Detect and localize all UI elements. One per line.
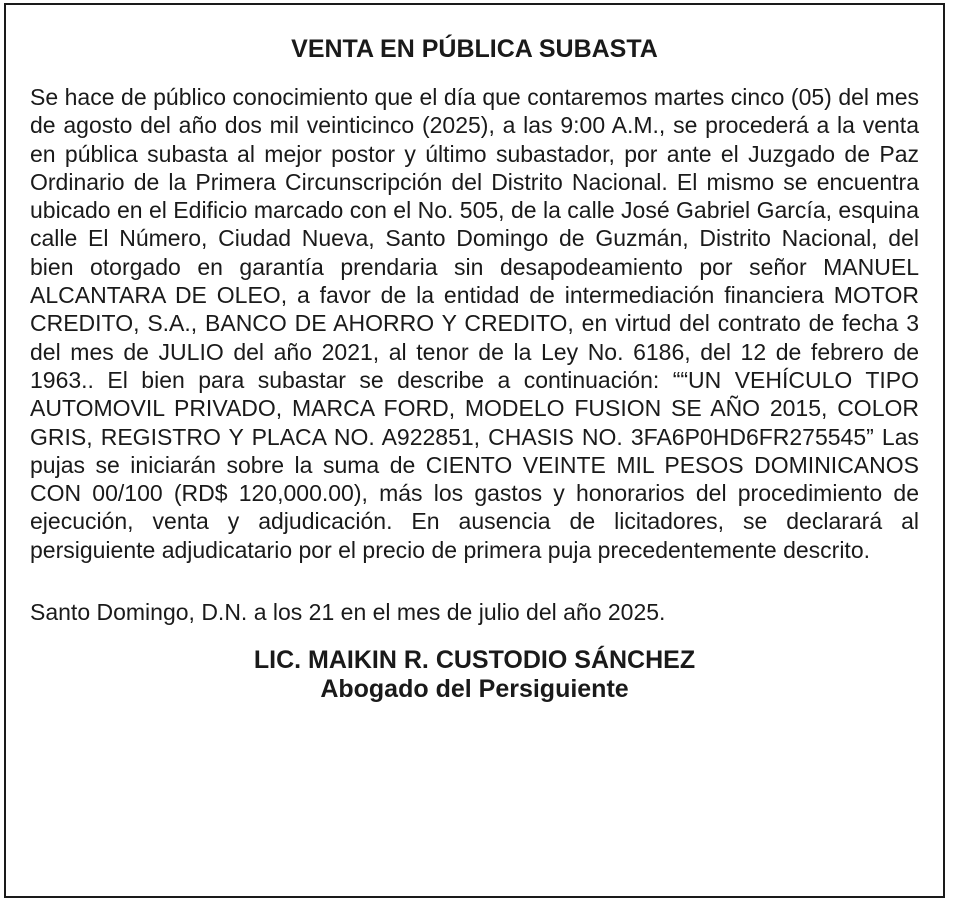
signature-name: LIC. MAIKIN R. CUSTODIO SÁNCHEZ (253, 646, 696, 675)
notice-date-line: Santo Domingo, D.N. a los 21 en el mes de julio del año 2025. (30, 599, 666, 626)
public-auction-notice (4, 3, 945, 898)
signature-role: Abogado del Persiguiente (320, 675, 629, 704)
notice-body: Se hace de público conocimiento que el día que contaremos martes cinco (05) del mes de agosto del año dos mil veinticinco (2025), a las 9:00 A.M., se procederá a la venta en pública subasta al mejor postor y último subastador, por ante el Juzgado de Paz Ordinario de la Primera Circunscripción del Distrito Nacional. El mismo se encuentra ubicado en el Edificio marcado con el No. 505, de la calle José Gabriel García, esquina calle El Número, Ciudad Nueva, Santo Domingo de Guzmán, Distrito Nacional, del bien otorgado en garantía prendaria sin desapodeamiento por señor MANUEL ALCANTARA DE OLEO, a favor de la entidad de intermediación financiera MOTOR CREDITO, S.A., BANCO DE AHORRO Y CREDITO, en virtud del contrato de fecha 3 del mes de JULIO del año 2021, al tenor de la Ley No. 6186, del 12 de febrero de 1963.. El bien para subastar se describe a continuación: ““UN VEHÍCULO TIPO AUTOMOVIL PRIVADO, MARCA FORD, MODELO FUSION SE AÑO 2015, COLOR GRIS, REGISTRO Y PLACA NO. A922851, CHASIS NO. 3FA6P0HD6FR275545” Las pujas se iniciarán sobre la suma de CIENTO VEINTE MIL PESOS DOMINICANOS CON 00/100 (RD$ 120,000.00), más los gastos y honorarios del procedimiento de ejecución, venta y adjudicación. En ausencia de licitadores, se declarará al persiguiente adjudicatario por el precio de primera puja precedentemente descrito. (30, 84, 919, 563)
signature-block (30, 646, 919, 704)
notice-title: VENTA EN PÚBLICA SUBASTA (291, 35, 658, 63)
